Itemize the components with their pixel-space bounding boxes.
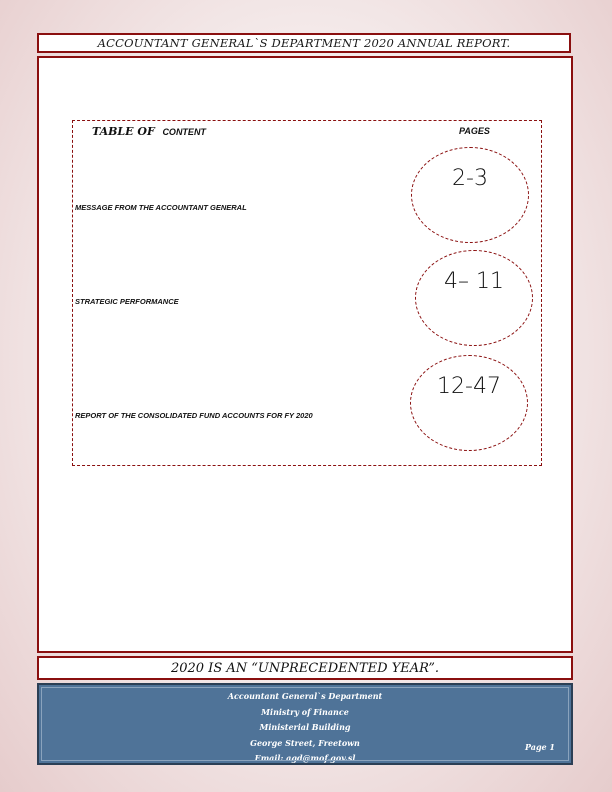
report-header <box>37 33 571 53</box>
toc-entry-pages: 12-47 <box>437 374 501 399</box>
report-header-title: ACCOUNTANT GENERAL`S DEPARTMENT 2020 ANNUAL REPORT. <box>97 36 511 50</box>
footer-department: Accountant General`s Department <box>227 691 383 701</box>
motto-text: 2020 IS AN “UNPRECEDENTED YEAR”. <box>170 660 440 676</box>
toc-entry-pages: 4– 11 <box>444 269 504 294</box>
footer-contact-box <box>37 683 573 765</box>
toc-page-circle <box>411 147 529 243</box>
footer-building: Ministerial Building <box>259 722 351 732</box>
toc-entry-label[interactable]: MESSAGE FROM THE ACCOUNTANT GENERAL <box>75 203 247 212</box>
toc-entry-label[interactable]: STRATEGIC PERFORMANCE <box>75 297 179 306</box>
motto-banner <box>37 656 573 680</box>
footer-email[interactable]: Email: agd@mof.gov.sl <box>254 753 356 763</box>
footer-ministry: Ministry of Finance <box>261 706 349 717</box>
toc-title <box>92 125 206 138</box>
pages-heading: PAGES <box>459 126 490 136</box>
toc-page-circle <box>410 355 528 451</box>
toc-entry-label[interactable]: REPORT OF THE CONSOLIDATED FUND ACCOUNTS FOR FY 2020 <box>75 411 313 420</box>
toc-title-main: TABLE OF <box>92 125 155 138</box>
toc-entry-pages: 2-3 <box>452 166 488 191</box>
footer-street: George Street, Freetown <box>250 737 360 748</box>
toc-page-circle <box>415 250 533 346</box>
toc-title-sub: CONTENT <box>162 127 206 137</box>
page-number: Page 1 <box>524 742 555 752</box>
